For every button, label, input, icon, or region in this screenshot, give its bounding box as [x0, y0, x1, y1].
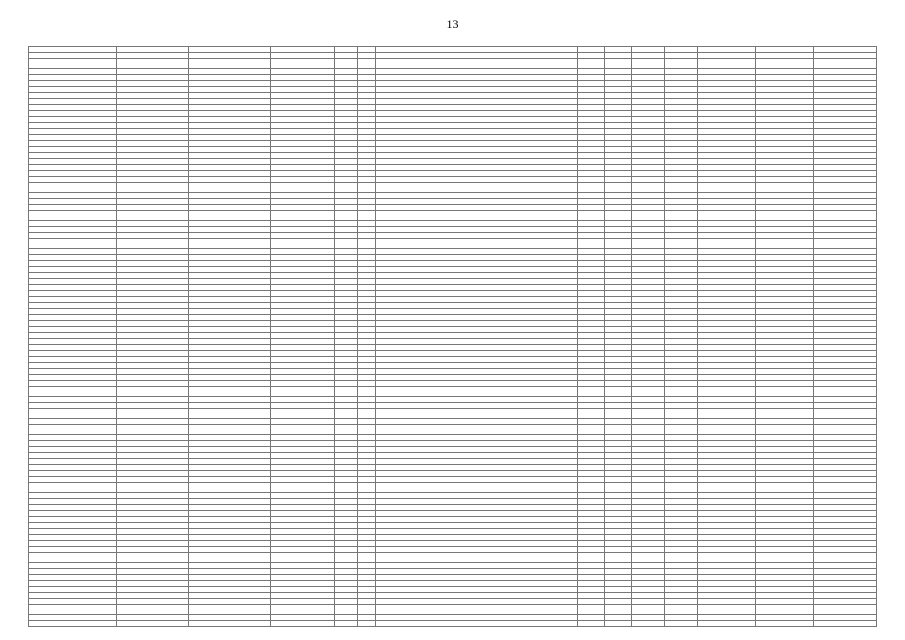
cell-plan-year	[632, 409, 665, 419]
cell-settlement	[117, 239, 189, 249]
cell-work	[376, 183, 578, 193]
cell-city	[189, 59, 271, 69]
cell-end	[605, 483, 632, 493]
cell-settlement	[117, 425, 189, 435]
cell-cost-plan	[698, 239, 756, 249]
cell-plan-year	[632, 183, 665, 193]
cell-building	[358, 239, 376, 249]
table-row	[29, 59, 877, 69]
cell-district	[29, 621, 117, 627]
cell-house	[335, 211, 358, 221]
cell-street	[271, 387, 335, 397]
cell-start	[578, 553, 605, 563]
cell-fact-year	[665, 425, 698, 435]
cell-work	[376, 483, 578, 493]
cell-city	[189, 425, 271, 435]
cell-house	[335, 605, 358, 615]
cell-building	[358, 387, 376, 397]
cell-fact-year	[665, 605, 698, 615]
cell-house	[335, 621, 358, 627]
table-row	[29, 211, 877, 221]
cell-building	[358, 183, 376, 193]
cell-district	[29, 239, 117, 249]
cell-fact-year	[665, 621, 698, 627]
cell-end	[605, 553, 632, 563]
cell-street	[271, 605, 335, 615]
cell-plan-year	[632, 387, 665, 397]
cell-fact-year	[665, 59, 698, 69]
cell-city	[189, 239, 271, 249]
cell-building	[358, 211, 376, 221]
cell-cost-plan	[698, 605, 756, 615]
cell-plan-year	[632, 553, 665, 563]
cell-fact-year	[665, 387, 698, 397]
cell-start	[578, 425, 605, 435]
cell-house	[335, 239, 358, 249]
table-row	[29, 425, 877, 435]
cell-fact-year	[665, 409, 698, 419]
cell-note	[814, 553, 877, 563]
cell-start	[578, 183, 605, 193]
cell-district	[29, 409, 117, 419]
register-table	[28, 46, 877, 627]
cell-district	[29, 605, 117, 615]
cell-district	[29, 553, 117, 563]
cell-street	[271, 483, 335, 493]
cell-note	[814, 425, 877, 435]
cell-start	[578, 483, 605, 493]
cell-note	[814, 211, 877, 221]
table-row	[29, 483, 877, 493]
cell-work	[376, 211, 578, 221]
cell-plan-year	[632, 211, 665, 221]
cell-building	[358, 483, 376, 493]
cell-plan-year	[632, 605, 665, 615]
cell-note	[814, 59, 877, 69]
cell-start	[578, 211, 605, 221]
cell-note	[814, 605, 877, 615]
cell-plan-year	[632, 425, 665, 435]
cell-work	[376, 409, 578, 419]
cell-note	[814, 183, 877, 193]
cell-building	[358, 605, 376, 615]
cell-house	[335, 483, 358, 493]
cell-cost-fact	[756, 59, 814, 69]
cell-end	[605, 409, 632, 419]
cell-end	[605, 621, 632, 627]
cell-building	[358, 621, 376, 627]
cell-note	[814, 621, 877, 627]
cell-cost-fact	[756, 183, 814, 193]
cell-plan-year	[632, 59, 665, 69]
cell-cost-plan	[698, 409, 756, 419]
cell-cost-fact	[756, 409, 814, 419]
table-row	[29, 239, 877, 249]
cell-cost-plan	[698, 553, 756, 563]
cell-plan-year	[632, 621, 665, 627]
cell-cost-fact	[756, 239, 814, 249]
cell-cost-plan	[698, 183, 756, 193]
cell-settlement	[117, 621, 189, 627]
cell-settlement	[117, 605, 189, 615]
cell-work	[376, 553, 578, 563]
table-row	[29, 621, 877, 627]
cell-note	[814, 387, 877, 397]
cell-note	[814, 239, 877, 249]
cell-house	[335, 425, 358, 435]
cell-end	[605, 183, 632, 193]
cell-work	[376, 239, 578, 249]
cell-district	[29, 483, 117, 493]
cell-street	[271, 239, 335, 249]
cell-house	[335, 387, 358, 397]
cell-city	[189, 409, 271, 419]
cell-district	[29, 183, 117, 193]
cell-cost-fact	[756, 483, 814, 493]
cell-cost-plan	[698, 483, 756, 493]
cell-plan-year	[632, 483, 665, 493]
cell-cost-fact	[756, 621, 814, 627]
cell-work	[376, 425, 578, 435]
cell-plan-year	[632, 239, 665, 249]
cell-fact-year	[665, 553, 698, 563]
cell-district	[29, 387, 117, 397]
cell-work	[376, 59, 578, 69]
register-table-wrap	[28, 46, 876, 627]
cell-fact-year	[665, 239, 698, 249]
cell-cost-plan	[698, 425, 756, 435]
cell-street	[271, 59, 335, 69]
cell-settlement	[117, 211, 189, 221]
table-row	[29, 553, 877, 563]
cell-city	[189, 605, 271, 615]
cell-settlement	[117, 483, 189, 493]
cell-end	[605, 387, 632, 397]
cell-settlement	[117, 387, 189, 397]
cell-city	[189, 183, 271, 193]
cell-start	[578, 59, 605, 69]
cell-end	[605, 425, 632, 435]
cell-settlement	[117, 183, 189, 193]
cell-house	[335, 553, 358, 563]
cell-start	[578, 621, 605, 627]
cell-street	[271, 553, 335, 563]
cell-end	[605, 605, 632, 615]
cell-end	[605, 239, 632, 249]
cell-district	[29, 59, 117, 69]
table-row	[29, 183, 877, 193]
cell-end	[605, 59, 632, 69]
cell-street	[271, 621, 335, 627]
cell-start	[578, 387, 605, 397]
cell-cost-fact	[756, 425, 814, 435]
cell-fact-year	[665, 211, 698, 221]
cell-start	[578, 239, 605, 249]
page-number: 13	[446, 17, 459, 31]
cell-building	[358, 553, 376, 563]
cell-cost-fact	[756, 553, 814, 563]
cell-city	[189, 553, 271, 563]
cell-city	[189, 483, 271, 493]
table-row	[29, 387, 877, 397]
cell-start	[578, 605, 605, 615]
cell-city	[189, 387, 271, 397]
cell-work	[376, 387, 578, 397]
cell-street	[271, 211, 335, 221]
cell-cost-fact	[756, 605, 814, 615]
cell-start	[578, 409, 605, 419]
cell-house	[335, 409, 358, 419]
cell-cost-fact	[756, 387, 814, 397]
cell-work	[376, 605, 578, 615]
cell-work	[376, 621, 578, 627]
cell-cost-plan	[698, 621, 756, 627]
cell-cost-fact	[756, 211, 814, 221]
cell-cost-plan	[698, 211, 756, 221]
cell-city	[189, 621, 271, 627]
cell-settlement	[117, 59, 189, 69]
cell-district	[29, 211, 117, 221]
cell-settlement	[117, 409, 189, 419]
cell-street	[271, 409, 335, 419]
cell-end	[605, 211, 632, 221]
cell-fact-year	[665, 483, 698, 493]
cell-city	[189, 211, 271, 221]
cell-cost-plan	[698, 59, 756, 69]
cell-house	[335, 59, 358, 69]
cell-house	[335, 183, 358, 193]
cell-building	[358, 425, 376, 435]
cell-district	[29, 425, 117, 435]
table-row	[29, 605, 877, 615]
cell-street	[271, 425, 335, 435]
cell-street	[271, 183, 335, 193]
cell-note	[814, 409, 877, 419]
cell-cost-plan	[698, 387, 756, 397]
cell-building	[358, 59, 376, 69]
table-row	[29, 409, 877, 419]
cell-fact-year	[665, 183, 698, 193]
cell-settlement	[117, 553, 189, 563]
cell-building	[358, 409, 376, 419]
register-table-body	[29, 47, 877, 627]
cell-note	[814, 483, 877, 493]
